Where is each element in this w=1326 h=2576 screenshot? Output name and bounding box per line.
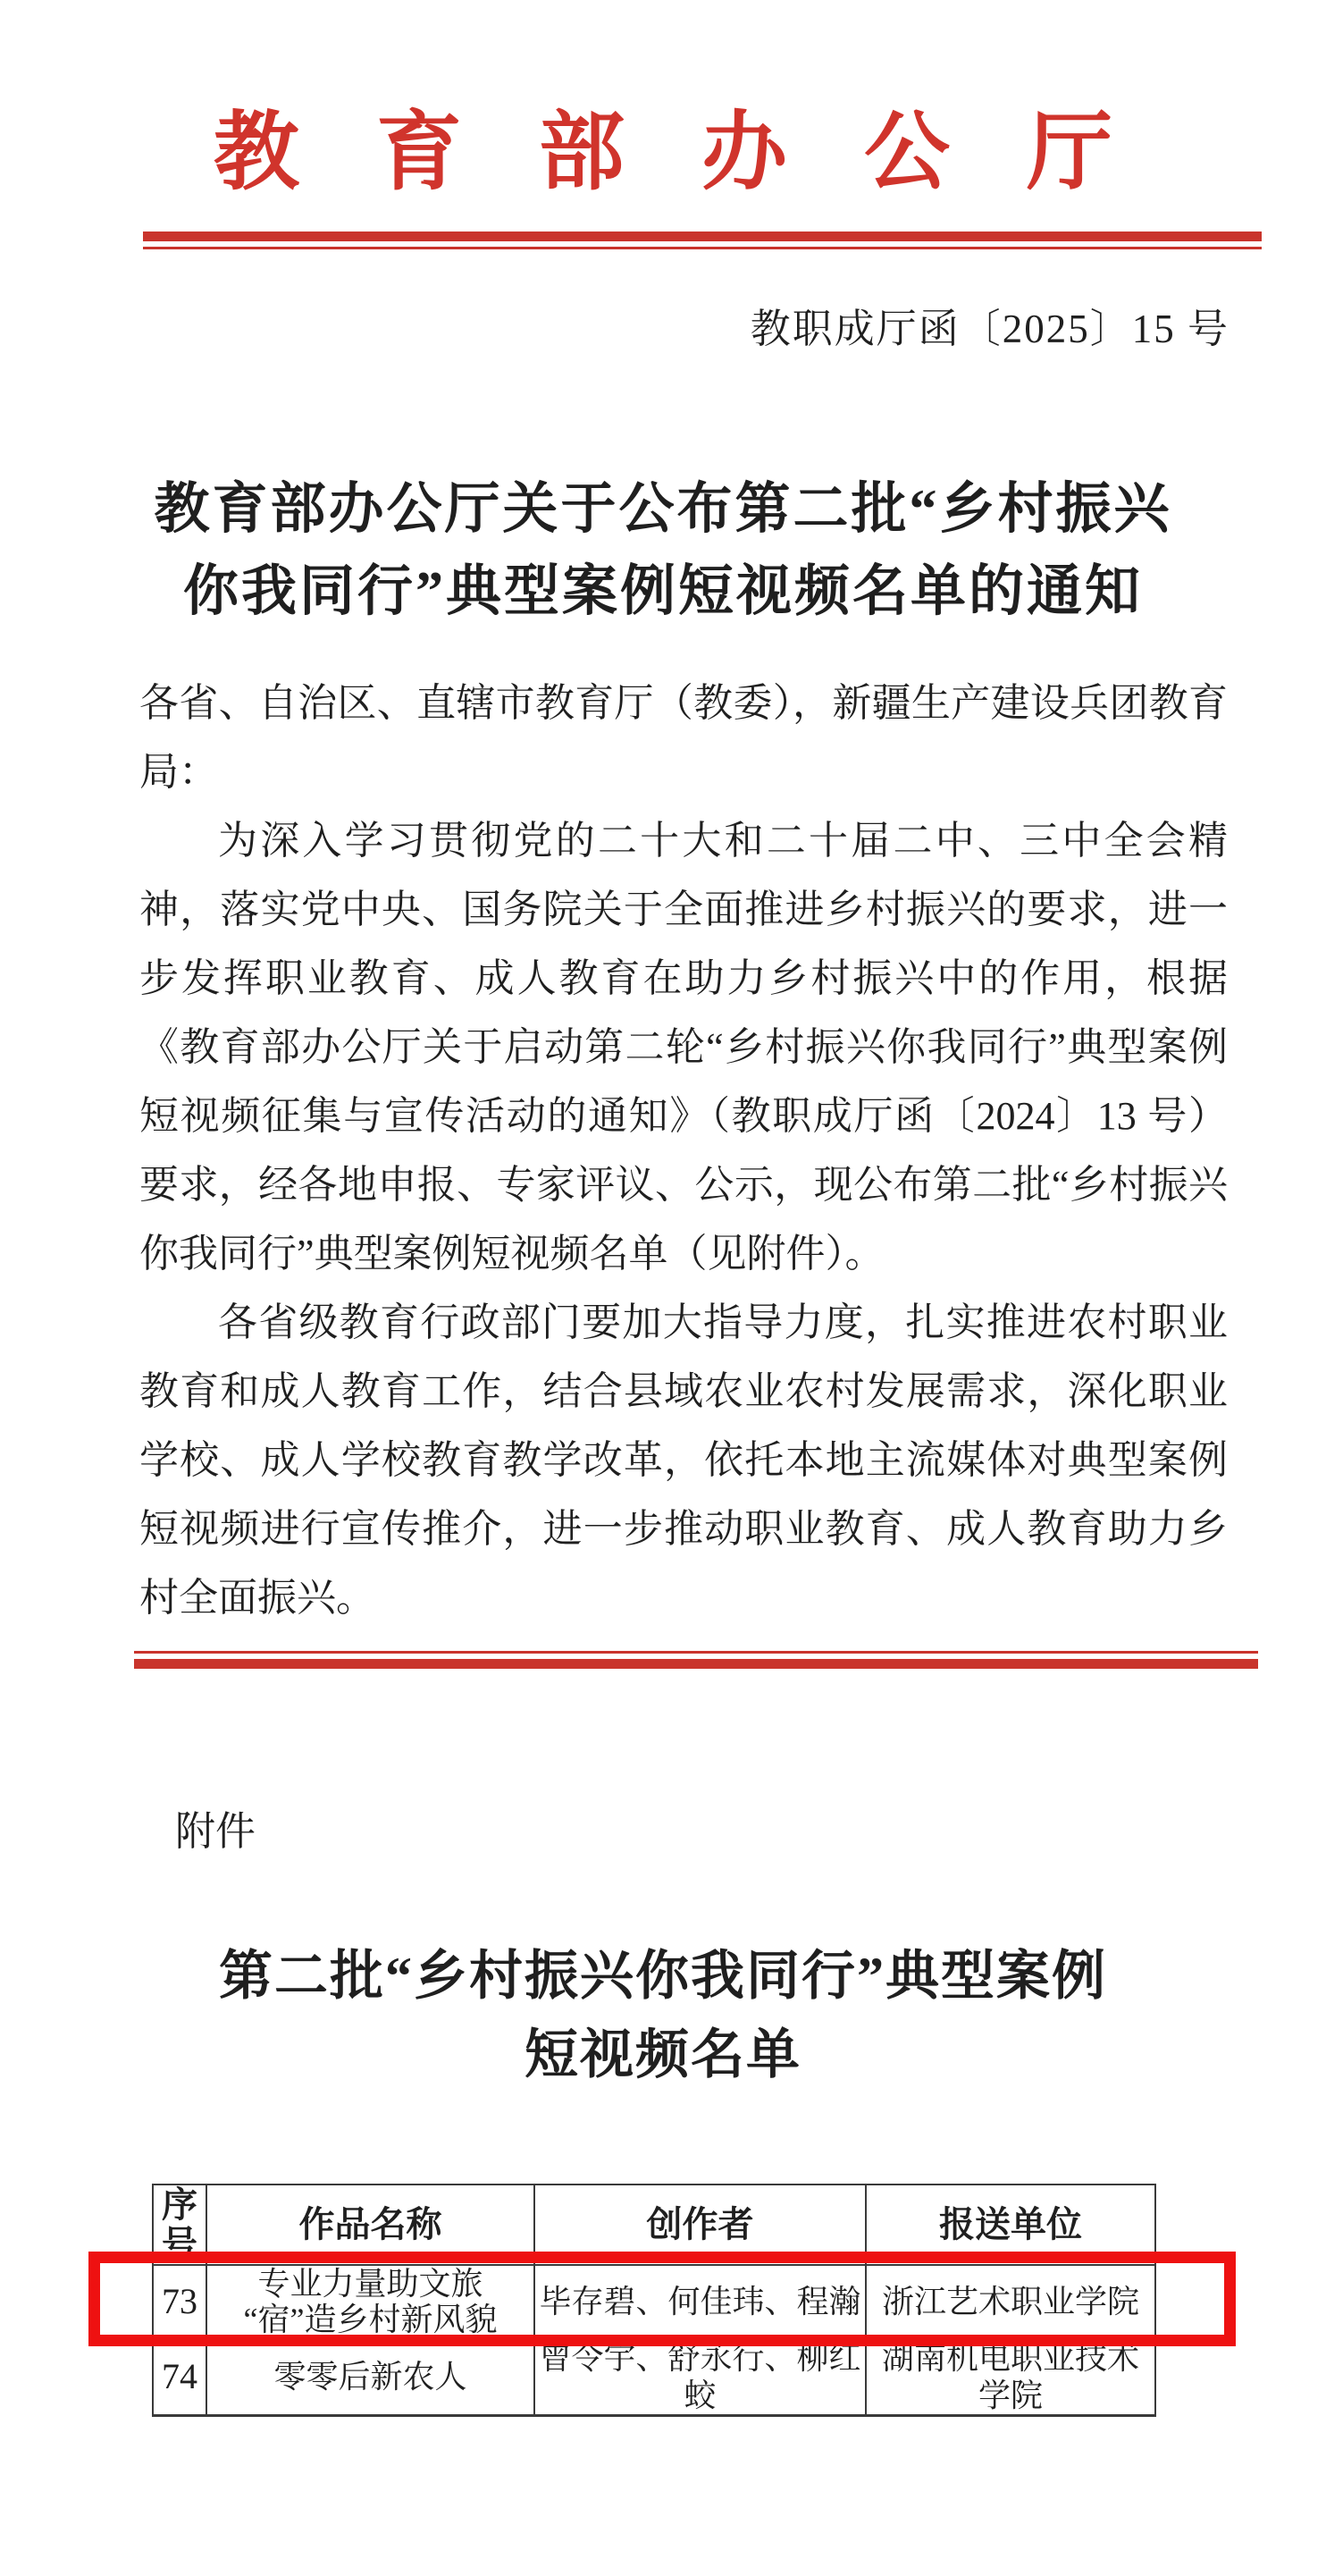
letterhead-agency-title: 教育部办公厅 [214,105,1189,200]
attachment-title [0,1937,1326,2094]
header-serial-number: 序号 [153,2185,206,2265]
salutation: 各省、自治区、直辖市教育厅（教委），新疆生产建设兵团教育局： [139,681,1228,794]
cell-unit-73: 浙江艺术职业学院 [866,2265,1155,2338]
table-row-73 [153,2265,1155,2338]
document-title-line1: 教育部办公厅关于公布第二批“乡村振兴 [154,479,1172,540]
rule-thick-line [134,1659,1258,1669]
document-body [139,669,1228,1632]
body-paragraph-2: 各省级教育行政部门要加大指导力度，扎实推进农村职业教育和成人教育工作，结合县域农业农村发展需求，深化职业学校、成人学校教育教学改革，依托本地主流媒体对典型案例短视频进行宣传推介，进一步推动职业教育、成人教育助力乡村全面振兴。 [139,1301,1228,1620]
unit-line: 学院 [978,2378,1043,2413]
cell-creators-74: 曾令宇、舒永行、柳红蛟 [534,2338,866,2416]
header-submitting-unit: 报送单位 [866,2185,1155,2265]
document-number: 教职成厅函〔2025〕15 号 [750,307,1229,351]
attachment-title-line2: 短视频名单 [525,2025,801,2084]
cell-serial-73: 73 [153,2265,206,2338]
unit-line: 湖南机电职业技术 [881,2340,1139,2376]
attachment-table-wrap [152,2184,1154,2417]
cell-work-73 [206,2265,534,2338]
cell-unit-74 [866,2338,1155,2416]
document-title [0,468,1326,633]
rule-thick-line [143,232,1262,241]
cell-serial-74: 74 [153,2338,206,2416]
letterhead-double-rule [143,232,1262,249]
document-title-line2: 你我同行”典型案例短视频名单的通知 [182,561,1143,622]
attachment-title-line1: 第二批“乡村振兴你我同行”典型案例 [219,1947,1107,2006]
header-creators: 创作者 [534,2185,866,2265]
rule-thin-line [143,247,1262,249]
cell-creators-73: 毕存碧、何佳玮、程瀚 [534,2265,866,2338]
work-line: “宿”造乡村新风貌 [243,2302,498,2337]
table-row-74 [153,2338,1155,2416]
header-work-title: 作品名称 [206,2185,534,2265]
rule-thin-line [134,1651,1258,1654]
body-paragraph-1: 为深入学习贯彻党的二十大和二十届二中、三中全会精神，落实党中央、国务院关于全面推进乡村振兴的要求，进一步发挥职业教育、成人教育在助力乡村振兴中的作用，根据《教育部办公厅关于启动第二轮“乡村振兴你我同行”典型案例短视频征集与宣传活动的通知》（教职成厅函〔2024〕13 号）要求，经各地申报、专家评议、公示，现公布第二批“乡村振兴你我同行”典型案例短视频名单（见附件）。 [139,819,1228,1275]
table-header-row [153,2185,1155,2265]
attachment-label: 附件 [175,1809,256,1854]
work-line: 专业力量助文旅 [257,2266,483,2302]
attachment-table [152,2184,1156,2417]
cell-work-74: 零零后新农人 [206,2338,534,2416]
footer-double-rule [134,1651,1258,1669]
